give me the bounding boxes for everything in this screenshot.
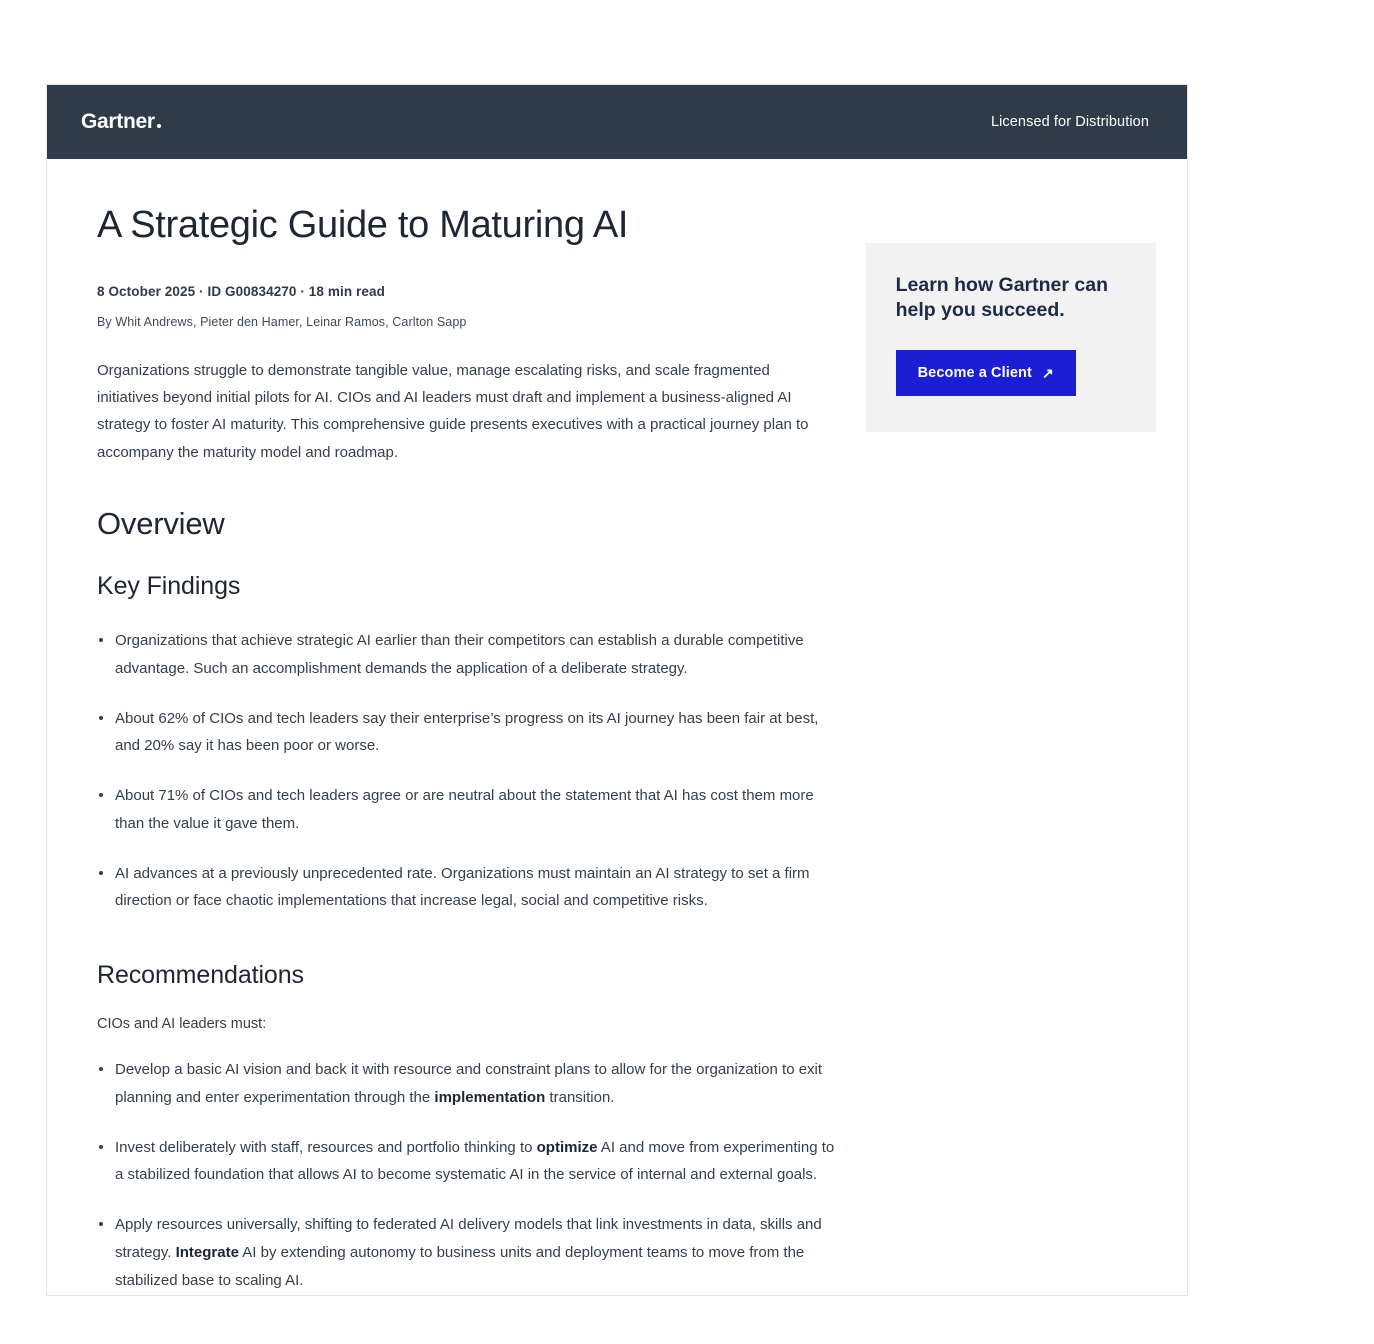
list-item-emphasis: Integrate <box>175 1243 239 1261</box>
become-a-client-label: Become a Client <box>917 364 1032 381</box>
document-header-bar <box>47 85 1187 159</box>
main-column <box>47 159 836 1296</box>
recommendations-lead: CIOs and AI leaders must: <box>97 1016 267 1033</box>
page-title: A Strategic Guide to Maturing AI <box>97 204 629 246</box>
arrow-up-right-icon: ↗ <box>1041 364 1054 381</box>
gartner-logo[interactable] <box>81 110 161 134</box>
list-item-text-pre: Invest deliberately with staff, resources and portfolio thinking to <box>115 1138 537 1156</box>
sidebar-column <box>836 159 1187 1296</box>
document-abstract: Organizations struggle to demonstrate tangible value, manage escalating risks, and scale fragmented initiatives beyond initial pilots for AI. CIOs and AI leaders must draft and implement a business-aligned AI strategy to foster AI maturity. This comprehensive guide presents executives with a practical journey plan to accompany the maturity model and roadmap. <box>97 361 809 461</box>
list-item-emphasis: optimize <box>536 1138 598 1156</box>
key-findings-list <box>97 627 836 915</box>
section-key-findings-heading: Key Findings <box>97 572 241 601</box>
become-a-client-button[interactable] <box>896 350 1076 396</box>
promo-headline: Learn how Gartner can help you succeed. <box>895 274 1108 322</box>
list-item <box>97 1056 836 1112</box>
list-item <box>97 1211 836 1294</box>
brand-period-icon <box>157 124 161 128</box>
list-item: AI advances at a previously unprecedented rate. Organizations must maintain an AI strategy to set a firm direction or face chaotic implementations that increase legal, social and competitive risks. <box>97 860 836 916</box>
document-body <box>47 159 1187 1296</box>
list-item: Organizations that achieve strategic AI earlier than their competitors can establish a durable competitive advantage. Such an accomplishment demands the application of a deliberate strategy. <box>97 627 836 683</box>
license-note: Licensed for Distribution <box>990 114 1149 130</box>
recommendations-list <box>97 1056 836 1294</box>
list-item: About 71% of CIOs and tech leaders agree or are neutral about the statement that AI has cost them more than the value it gave them. <box>97 782 836 838</box>
list-item-emphasis: implementation <box>434 1088 546 1106</box>
document-authors: By Whit Andrews, Pieter den Hamer, Leinar Ramos, Carlton Sapp <box>97 314 467 329</box>
document-page <box>46 84 1188 1296</box>
document-meta: 8 October 2025 · ID G00834270 · 18 min read <box>97 283 385 299</box>
section-recommendations-heading: Recommendations <box>97 961 304 990</box>
list-item <box>97 1134 836 1190</box>
list-item-text-pre: Develop a basic AI vision and back it with resource and constraint plans to allow for the organization to exit planning and enter experimentation through the <box>115 1061 823 1106</box>
list-item: About 62% of CIOs and tech leaders say their enterprise’s progress on its AI journey has been fair at best, and 20% say it has been poor or worse. <box>97 705 836 761</box>
section-overview-heading: Overview <box>97 506 225 542</box>
list-item-text-pre: Apply resources universally, shifting to federated AI delivery models that link investments in data, skills and strategy. <box>115 1216 822 1261</box>
list-item-text-post: AI and move from experimenting to a stabilized foundation that allows AI to become systematic AI in the service of internal and external goals. <box>115 1138 835 1184</box>
brand-wordmark: Gartner <box>81 110 155 133</box>
list-item-text-post: transition. <box>545 1088 615 1106</box>
list-item-text-post: AI by extending autonomy to business units and deployment teams to move from the stabilized base to scaling AI. <box>115 1243 805 1289</box>
promo-card <box>866 243 1156 432</box>
